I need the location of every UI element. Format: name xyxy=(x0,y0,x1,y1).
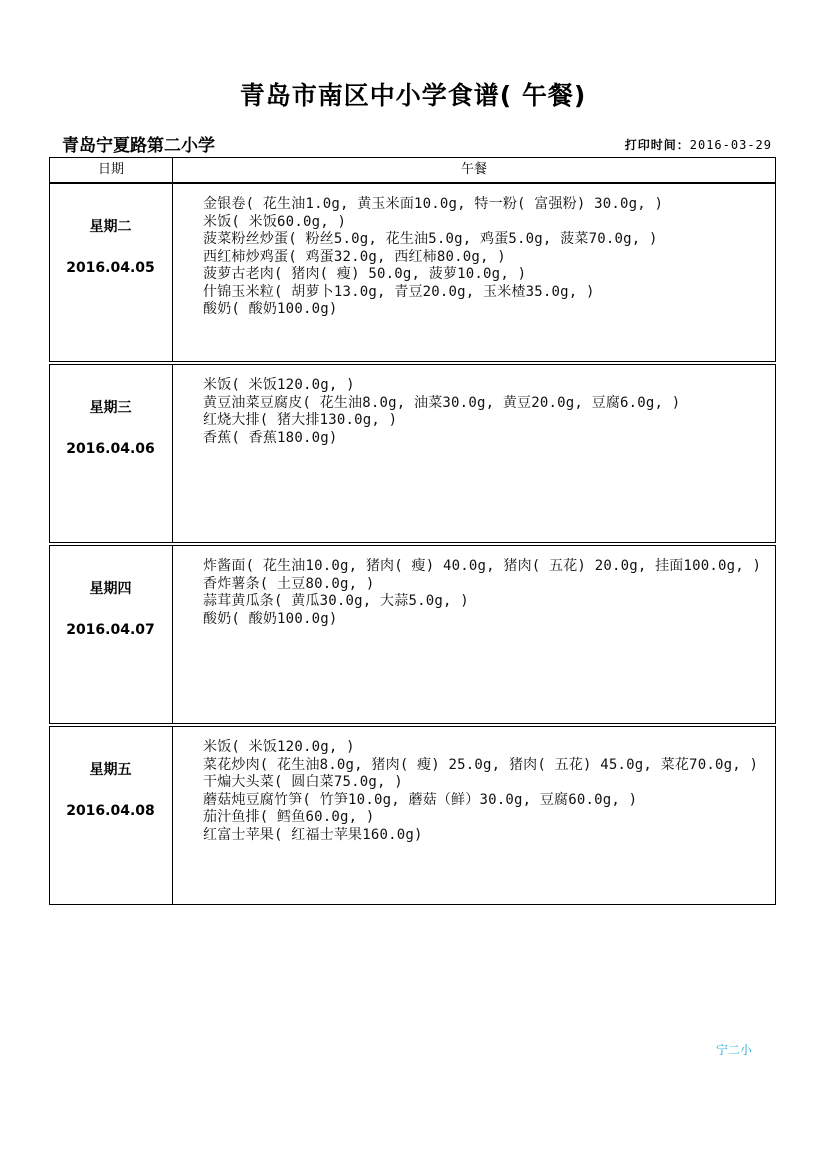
date: 2016.04.07 xyxy=(66,622,155,638)
menu-item: 蒜茸黄瓜条( 黄瓜30.0g, 大蒜5.0g, ) xyxy=(203,593,469,609)
date-cell xyxy=(50,727,173,904)
weekday: 星期五 xyxy=(89,762,132,778)
print-time-label: 打印时间： xyxy=(624,138,690,152)
menu-item: 菠菜粉丝炒蛋( 粉丝5.0g, 花生油5.0g, 鸡蛋5.0g, 菠菜70.0g, ) xyxy=(203,231,658,247)
menu-item: 干煸大头菜( 圆白菜75.0g, ) xyxy=(203,774,403,790)
menu-item: 红烧大排( 猪大排130.0g, ) xyxy=(203,412,398,428)
menu-item: 西红柿炒鸡蛋( 鸡蛋32.0g, 西红柿80.0g, ) xyxy=(203,248,506,265)
page-title: 青岛市南区中小学食谱( 午餐) xyxy=(239,81,587,110)
menu-item: 红富士苹果( 红福士苹果160.0g) xyxy=(203,826,423,843)
date-cell xyxy=(50,546,173,723)
menu-item: 香蕉( 香蕉180.0g) xyxy=(203,429,338,446)
menu-item: 酸奶( 酸奶100.0g) xyxy=(203,610,338,627)
menu-item: 米饭( 米饭120.0g, ) xyxy=(203,739,355,755)
date: 2016.04.05 xyxy=(66,260,155,276)
date-cell xyxy=(50,184,173,361)
menu-item: 酸奶( 酸奶100.0g) xyxy=(203,301,338,317)
header-lunch: 午餐 xyxy=(460,162,487,177)
menu-item: 黄豆油菜豆腐皮( 花生油8.0g, 油菜30.0g, 黄豆20.0g, 豆腐6.0g, ) xyxy=(203,394,681,411)
table-header xyxy=(49,157,776,183)
print-time-value: 2016-03-29 xyxy=(689,138,772,152)
header-date: 日期 xyxy=(50,158,173,182)
menu-item: 炸酱面( 花生油10.0g, 猪肉( 瘦) 40.0g, 猪肉( 五花) 20.0g, 挂面100.0g, ) xyxy=(203,558,762,574)
day-row xyxy=(49,183,776,362)
menu-item: 菠萝古老肉( 猪肉( 瘦) 50.0g, 菠萝10.0g, ) xyxy=(203,266,527,282)
date: 2016.04.06 xyxy=(66,441,155,457)
menu-item: 蘑菇炖豆腐竹笋( 竹笋10.0g, 蘑菇（鲜）30.0g, 豆腐60.0g, ) xyxy=(203,791,638,808)
day-row xyxy=(49,726,776,905)
menu-cell xyxy=(173,546,775,723)
date: 2016.04.08 xyxy=(66,803,155,819)
menu-item: 菜花炒肉( 花生油8.0g, 猪肉( 瘦) 25.0g, 猪肉( 五花) 45.0g, 菜花70.0g, ) xyxy=(203,756,759,773)
weekday: 星期二 xyxy=(89,219,132,235)
menu-item: 米饭( 米饭120.0g, ) xyxy=(203,377,355,393)
stamp-mark: 宁二小 xyxy=(716,1043,753,1057)
menu-item: 米饭( 米饭60.0g, ) xyxy=(203,213,347,230)
day-row xyxy=(49,545,776,724)
menu-item: 茄汁鱼排( 鳕鱼60.0g, ) xyxy=(203,809,375,825)
menu-cell xyxy=(173,184,775,361)
menu-item: 什锦玉米粒( 胡萝卜13.0g, 青豆20.0g, 玉米楂35.0g, ) xyxy=(203,283,595,300)
menu-cell xyxy=(173,727,775,904)
weekday: 星期四 xyxy=(89,581,132,597)
day-row xyxy=(49,364,776,543)
weekday: 星期三 xyxy=(89,400,132,416)
school-name: 青岛宁夏路第二小学 xyxy=(62,136,215,156)
menu-cell xyxy=(173,365,775,542)
date-cell xyxy=(50,365,173,542)
print-time xyxy=(625,136,772,153)
menu-item: 金银卷( 花生油1.0g, 黄玉米面10.0g, 特一粉( 富强粉) 30.0g, ) xyxy=(203,196,664,212)
menu-item: 香炸薯条( 土豆80.0g, ) xyxy=(203,575,375,592)
